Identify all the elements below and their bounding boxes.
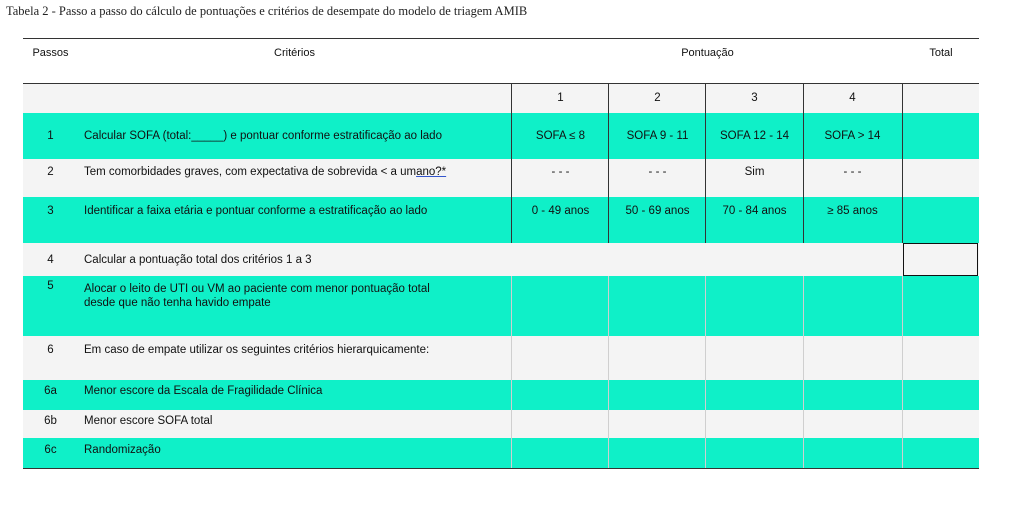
score-cell: Sim bbox=[744, 166, 765, 178]
table-row bbox=[23, 380, 979, 410]
table-bottom-border bbox=[23, 468, 979, 469]
criterion-text: Menor escore SOFA total bbox=[84, 415, 213, 427]
table-row bbox=[23, 438, 979, 468]
score-col-3: 3 bbox=[751, 92, 758, 104]
score-grid-line bbox=[902, 83, 903, 243]
criterion-text bbox=[78, 159, 511, 185]
step-number: 6c bbox=[44, 444, 57, 456]
score-cell: ≥ 85 anos bbox=[827, 205, 878, 217]
table-row bbox=[23, 159, 979, 197]
score-col-4: 4 bbox=[849, 92, 856, 104]
header-passos: Passos bbox=[32, 47, 69, 59]
step-number: 4 bbox=[47, 253, 54, 266]
score-cell: SOFA 12 - 14 bbox=[719, 130, 790, 142]
faint-grid-line bbox=[608, 276, 609, 468]
header-pontuacao: Pontuação bbox=[681, 47, 734, 59]
criterion-text: Menor escore da Escala de Fragilidade Clínica bbox=[84, 385, 323, 397]
score-number-row bbox=[23, 83, 979, 113]
criterion-text-main: Tem comorbidades graves, com expectativa de sobrevida < a um bbox=[84, 166, 417, 178]
score-col-1: 1 bbox=[557, 92, 564, 104]
criterion-text: Identificar a faixa etária e pontuar conforme a estratificação ao lado bbox=[84, 205, 428, 217]
score-cell: 70 - 84 anos bbox=[722, 205, 787, 217]
score-cell: 0 - 49 anos bbox=[531, 205, 590, 217]
step-number: 3 bbox=[47, 205, 54, 217]
score-cell: SOFA ≤ 8 bbox=[535, 130, 586, 142]
score-col-2: 2 bbox=[654, 92, 661, 104]
criterion-text: Calcular SOFA (total:_____) e pontuar conforme estratificação ao lado bbox=[84, 130, 442, 142]
step-number: 6 bbox=[47, 344, 54, 356]
criterion-text-link: ano?* bbox=[416, 166, 447, 178]
score-grid-line bbox=[608, 83, 609, 243]
step-number: 1 bbox=[47, 130, 54, 142]
criterion-text: Calcular a pontuação total dos critérios 1 a 3 bbox=[84, 253, 312, 266]
table-row bbox=[23, 410, 979, 438]
table-row bbox=[23, 243, 979, 276]
table-row bbox=[23, 197, 979, 243]
score-grid-line bbox=[705, 83, 706, 243]
criterion-text: Em caso de empate utilizar os seguintes critérios hierarquicamente: bbox=[84, 344, 430, 356]
score-cell: - - - bbox=[551, 166, 570, 178]
step-number: 6b bbox=[44, 415, 57, 427]
score-cell: - - - bbox=[648, 166, 667, 178]
step-number: 5 bbox=[47, 280, 54, 292]
criterion-text bbox=[78, 282, 511, 318]
criterion-line-2: desde que não tenha havido empate bbox=[84, 297, 271, 309]
score-cell: - - - bbox=[843, 166, 862, 178]
header-bottom-border bbox=[23, 83, 979, 84]
table-row bbox=[23, 276, 979, 336]
score-cell: 50 - 69 anos bbox=[625, 205, 690, 217]
header-total: Total bbox=[929, 47, 953, 59]
criterion-line-1: Alocar o leito de UTI ou VM ao paciente com menor pontuação total bbox=[84, 283, 430, 295]
table-row bbox=[23, 113, 979, 159]
faint-grid-line bbox=[511, 276, 512, 468]
faint-grid-line bbox=[705, 276, 706, 468]
faint-grid-line bbox=[902, 276, 903, 468]
table-row bbox=[23, 336, 979, 380]
criterion-text: Randomização bbox=[84, 444, 161, 456]
header-row bbox=[23, 39, 979, 73]
score-grid-line bbox=[803, 83, 804, 243]
total-score-box bbox=[903, 243, 978, 276]
score-grid-line bbox=[511, 83, 512, 243]
step-number: 6a bbox=[44, 385, 57, 397]
header-criterios: Critérios bbox=[274, 47, 315, 59]
step-number: 2 bbox=[47, 166, 54, 178]
table-caption: Tabela 2 - Passo a passo do cálculo de pontuações e critérios de desempate do modelo de triagem AMIB bbox=[6, 4, 528, 18]
score-cell: SOFA 9 - 11 bbox=[626, 130, 689, 142]
score-cell: SOFA > 14 bbox=[824, 130, 881, 142]
faint-grid-line bbox=[803, 276, 804, 468]
